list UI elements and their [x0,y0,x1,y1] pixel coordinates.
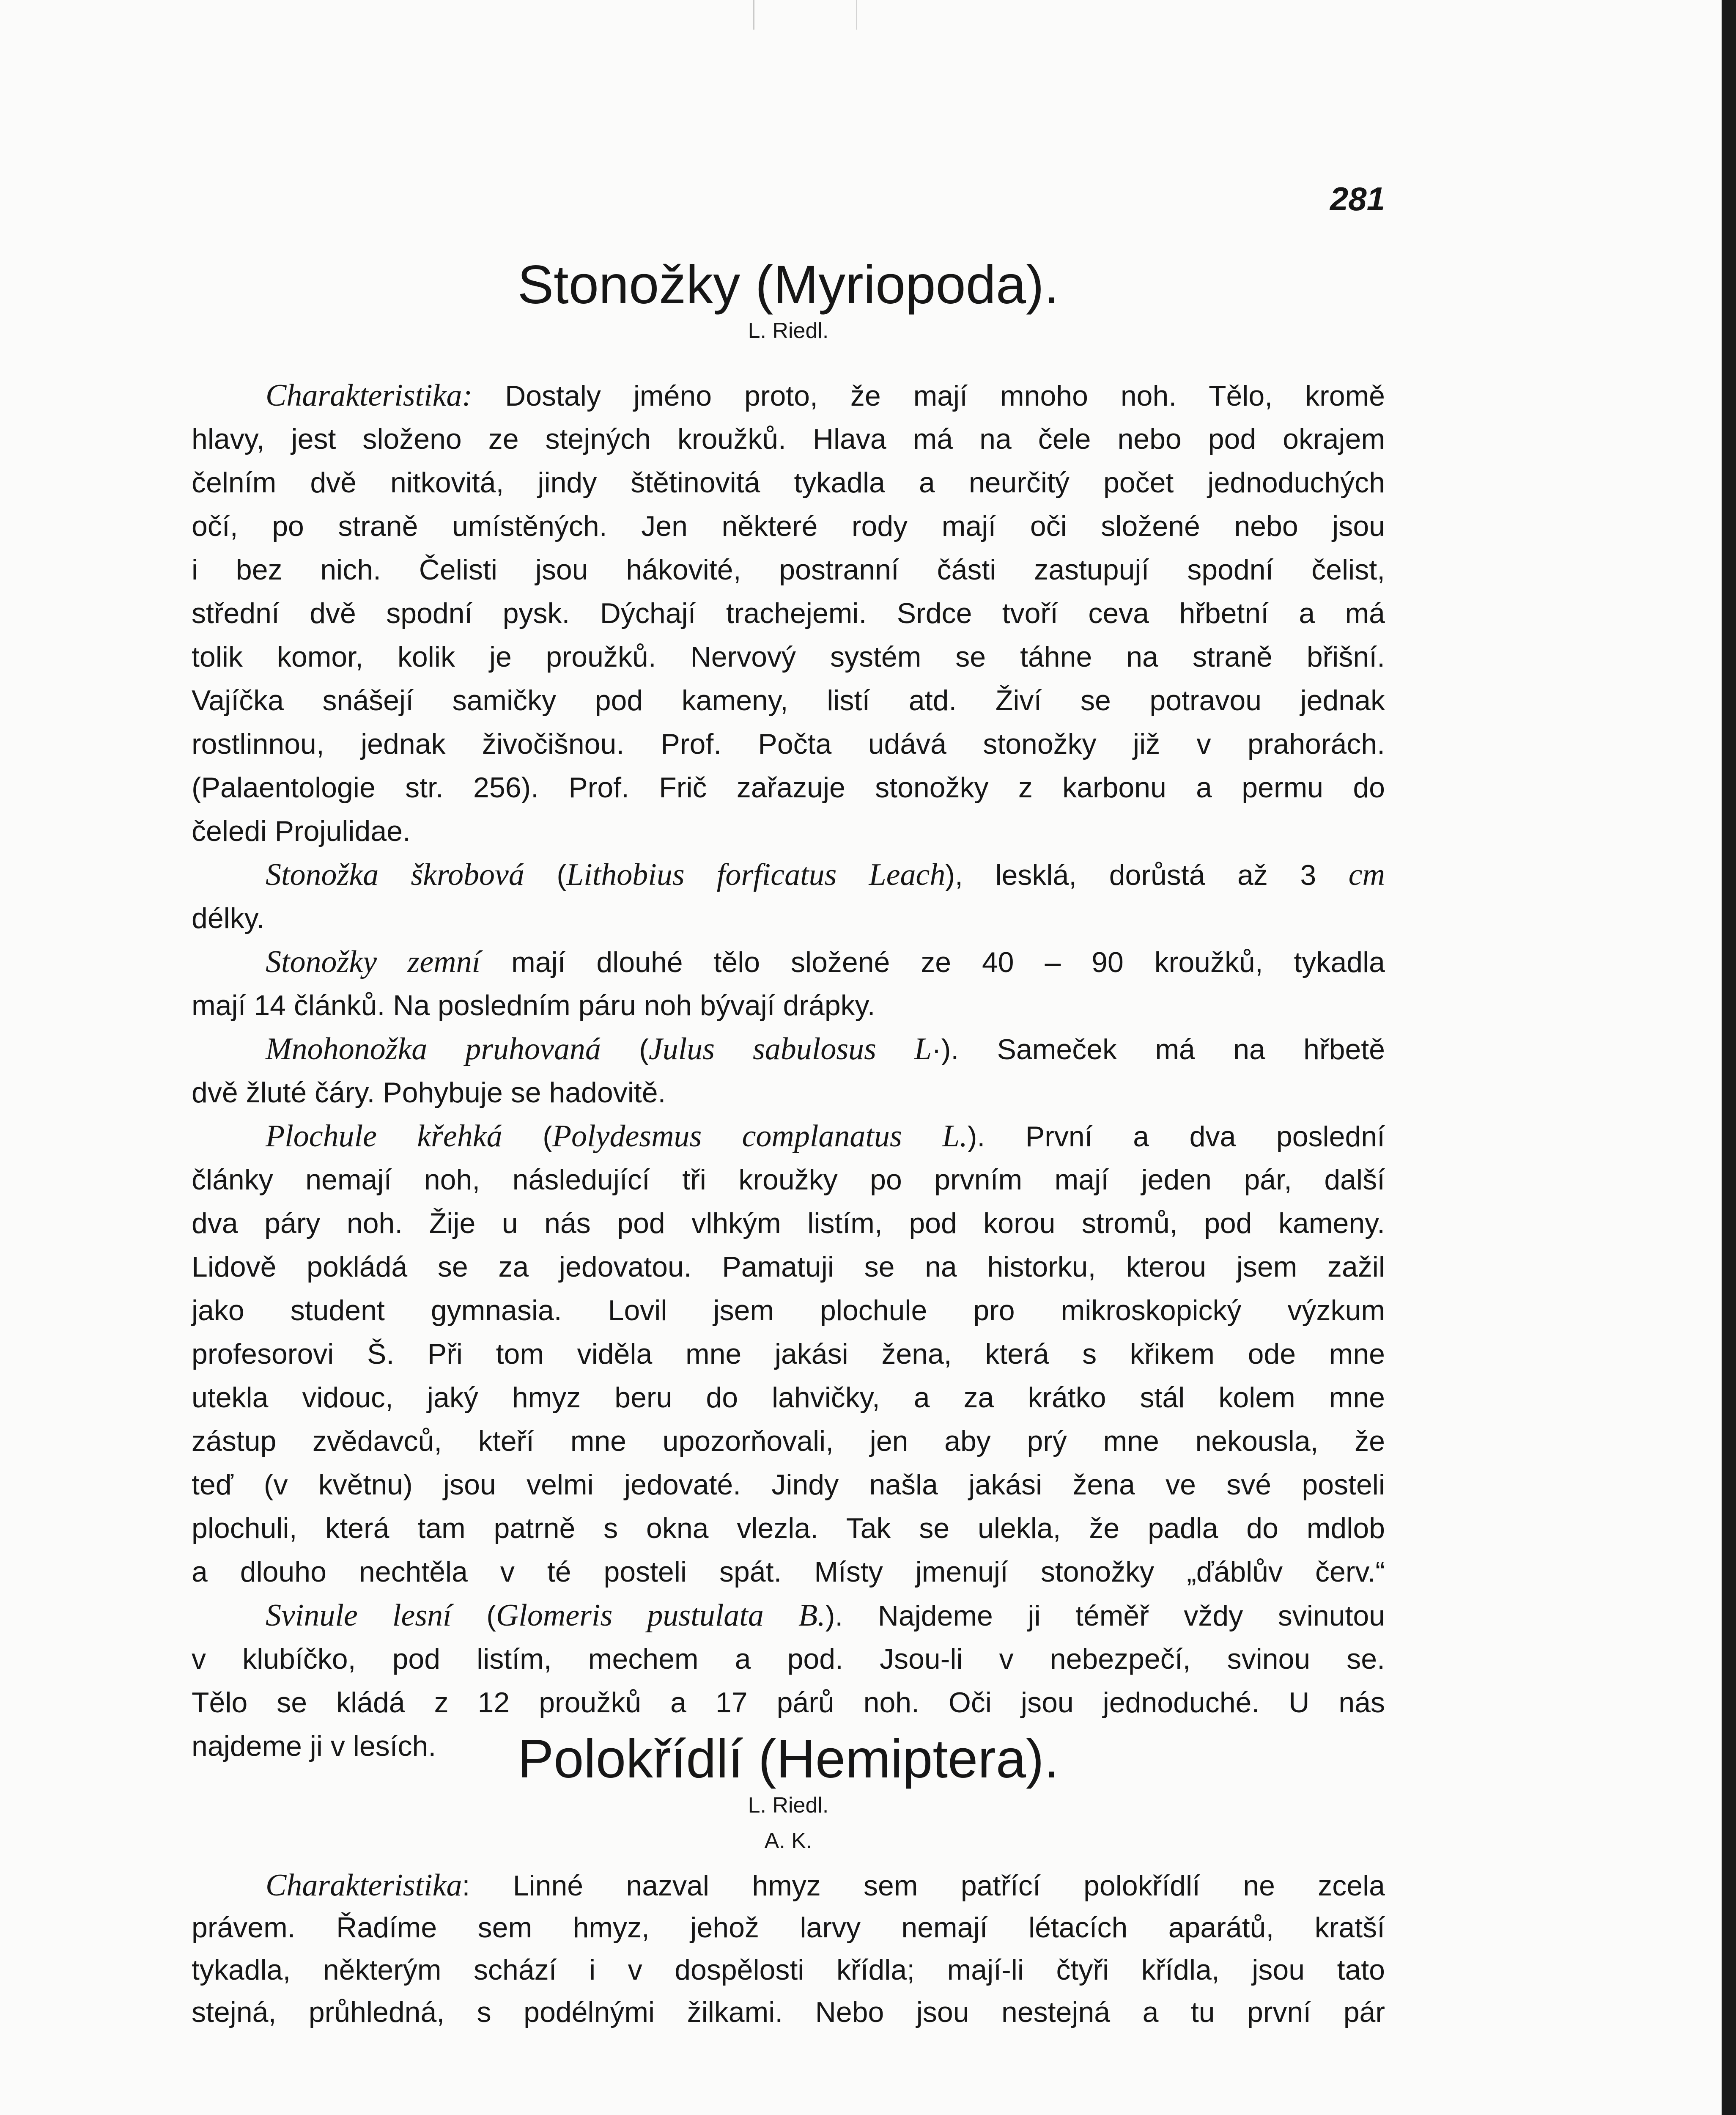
text-run: utekla vidouc, jaký hmyz beru do lahvičky, a za krátko stál kolem mne [192,1382,1385,1414]
text-run: ). Najdeme ji téměř vždy svinutou [825,1600,1385,1632]
text-line [192,1463,1385,1507]
italic-term: Mnohonožka pruhovaná [266,1032,601,1066]
text-run: Lidově pokládá se za jedovatou. Pamatuji se na historku, kterou jsem zažil [192,1251,1385,1283]
text-run: stejná, průhledná, s podélnými žilkami. Nebo jsou nestejná a tu první pár [192,1996,1385,2028]
text-run: hlavy, jest složeno ze stejných kroužků. Hlava má na čele nebo pod okrajem [192,423,1385,455]
text-run: čeledi Projulidae. [192,815,411,847]
scan-mark [753,0,857,30]
text-run: dva páry noh. Žije u nás pod vlhkým listím, pod korou stromů, pod kameny. [192,1207,1385,1239]
text-line [192,548,1385,592]
text-run: ·). Sameček má na hřbetě [932,1033,1385,1066]
italic-term: Polydesmus complanatus L. [552,1119,968,1154]
text-run: Dostaly jméno proto, že mají mnoho noh. Tělo, kromě [472,380,1385,412]
text-run: ( [502,1121,552,1153]
page-number: 281 [1330,180,1385,217]
text-run: očí, po straně umístěných. Jen některé rody mají oči složené nebo jsou [192,510,1385,542]
italic-term: Stonožka škrobová [266,857,524,892]
text-run: a dlouho nechtěla v té posteli spát. Místy jmenují stonožky „ďáblův červ.“ [192,1556,1385,1588]
text-run: ( [601,1033,649,1066]
text-line [192,1245,1385,1289]
section-title-hemiptera: Polokřídlí (Hemiptera). [517,1729,1059,1789]
text-line [192,1332,1385,1376]
text-line [192,1115,1385,1158]
text-run: dvě žluté čáry. Pohybuje se hadovitě. [192,1077,666,1109]
text-line [192,722,1385,766]
scan-edge [1722,0,1736,2115]
text-line [192,1507,1385,1550]
italic-term: Charakteristika: [266,378,473,413]
text-run: profesorovi Š. Při tom viděla mne jakási žena, která s křikem ode mne [192,1338,1385,1370]
text-line [192,374,1385,418]
text-line [192,635,1385,679]
text-line [192,679,1385,722]
text-run: tykadla, některým schází i v dospělosti křídla; mají-li čtyři křídla, jsou tato [192,1954,1385,1986]
text-line [192,1949,1385,1991]
text-line [192,853,1385,897]
text-run: mají dlouhé tělo složené ze 40 – 90 kroužků, tykadla [480,946,1385,978]
section-title-myriopoda: Stonožky (Myriopoda). [517,255,1059,315]
text-run: Vajíčka snášejí samičky pod kameny, listí atd. Živí se potravou jednak [192,684,1385,717]
italic-term: Stonožky zemní [266,945,481,979]
text-run: ), lesklá, dorůstá až 3 [945,859,1349,891]
text-run: ). První a dva poslední [967,1121,1385,1153]
italic-term: Glomeris pustulata B. [496,1598,825,1633]
text-run: plochuli, která tam patrně s okna vlezla. Tak se ulekla, že padla do mdlob [192,1512,1385,1544]
text-line [192,1637,1385,1681]
italic-term: Lithobius forficatus Leach [566,857,946,892]
text-run: čelním dvě nitkovitá, jindy štětinovitá tykadla a neurčitý počet jednoduchých [192,467,1385,499]
text-run: jako student gymnasia. Lovil jsem plochule pro mikroskopický výzkum [192,1294,1385,1327]
text-line [192,1864,1385,1906]
text-run: ( [524,859,567,891]
text-line [192,505,1385,548]
text-line [192,1289,1385,1332]
text-line [192,766,1385,810]
text-line [192,1420,1385,1463]
text-run: najdeme ji v lesích. [192,1730,436,1762]
section-body-hemiptera [192,1864,1385,2033]
text-run: mají 14 článků. Na posledním páru noh bývají drápky. [192,989,875,1022]
section-body-myriopoda [192,374,1385,1768]
text-run: v klubíčko, pod listím, mechem a pod. Jsou-li v nebezpečí, svinou se. [192,1643,1385,1675]
text-line [192,1906,1385,1949]
text-line [192,1594,1385,1637]
text-run: zástup zvědavců, kteří mne upozorňovali, jen aby prý mne nekousla, že [192,1425,1385,1457]
text-line [192,1158,1385,1202]
text-line [192,1550,1385,1594]
italic-term: Julus sabulosus L [648,1032,932,1066]
text-run: (Palaentologie str. 256). Prof. Frič zařazuje stonožky z karbonu a permu do [192,772,1385,804]
text-run: Tělo se kládá z 12 proužků a 17 párů noh. Oči jsou jednoduché. U nás [192,1687,1385,1719]
text-line [192,1991,1385,2033]
text-run: rostlinnou, jednak živočišnou. Prof. Počta udává stonožky již v prahorách. [192,728,1385,760]
italic-term: Svinule lesní [266,1598,452,1633]
text-run: teď (v květnu) jsou velmi jedovaté. Jindy našla jakási žena ve své posteli [192,1469,1385,1501]
italic-term: cm [1348,857,1385,892]
section-author: L. Riedl. [748,319,829,343]
text-line [192,897,1385,940]
italic-term: Plochule křehká [266,1119,502,1154]
text-run: i bez nich. Čelisti jsou hákovité, postranní části zastupují spodní čelist, [192,554,1385,586]
text-run: střední dvě spodní pysk. Dýchají trachejemi. Srdce tvoří ceva hřbetní a má [192,597,1385,629]
text-run: : Linné nazval hmyz sem patřící polokřídlí ne zcela [462,1870,1385,1902]
text-line [192,418,1385,461]
section-author-2: A. K. [764,1829,812,1853]
text-line [192,1376,1385,1420]
text-line [192,810,1385,853]
text-line [192,1681,1385,1725]
text-line [192,592,1385,635]
text-line [192,1027,1385,1071]
text-line [192,1071,1385,1115]
text-run: články nemají noh, následující tři kroužky po prvním mají jeden pár, další [192,1164,1385,1196]
text-line [192,1202,1385,1245]
italic-term: Charakteristika [266,1868,462,1903]
text-run: právem. Řadíme sem hmyz, jehož larvy nemají létacích aparátů, kratší [192,1912,1385,1944]
text-run: délky. [192,902,265,934]
text-line [192,940,1385,984]
text-line [192,984,1385,1027]
section-author: L. Riedl. [748,1793,829,1818]
text-run: tolik komor, kolik je proužků. Nervový systém se táhne na straně břišní. [192,641,1385,673]
text-run: ( [451,1600,496,1632]
text-line [192,461,1385,505]
